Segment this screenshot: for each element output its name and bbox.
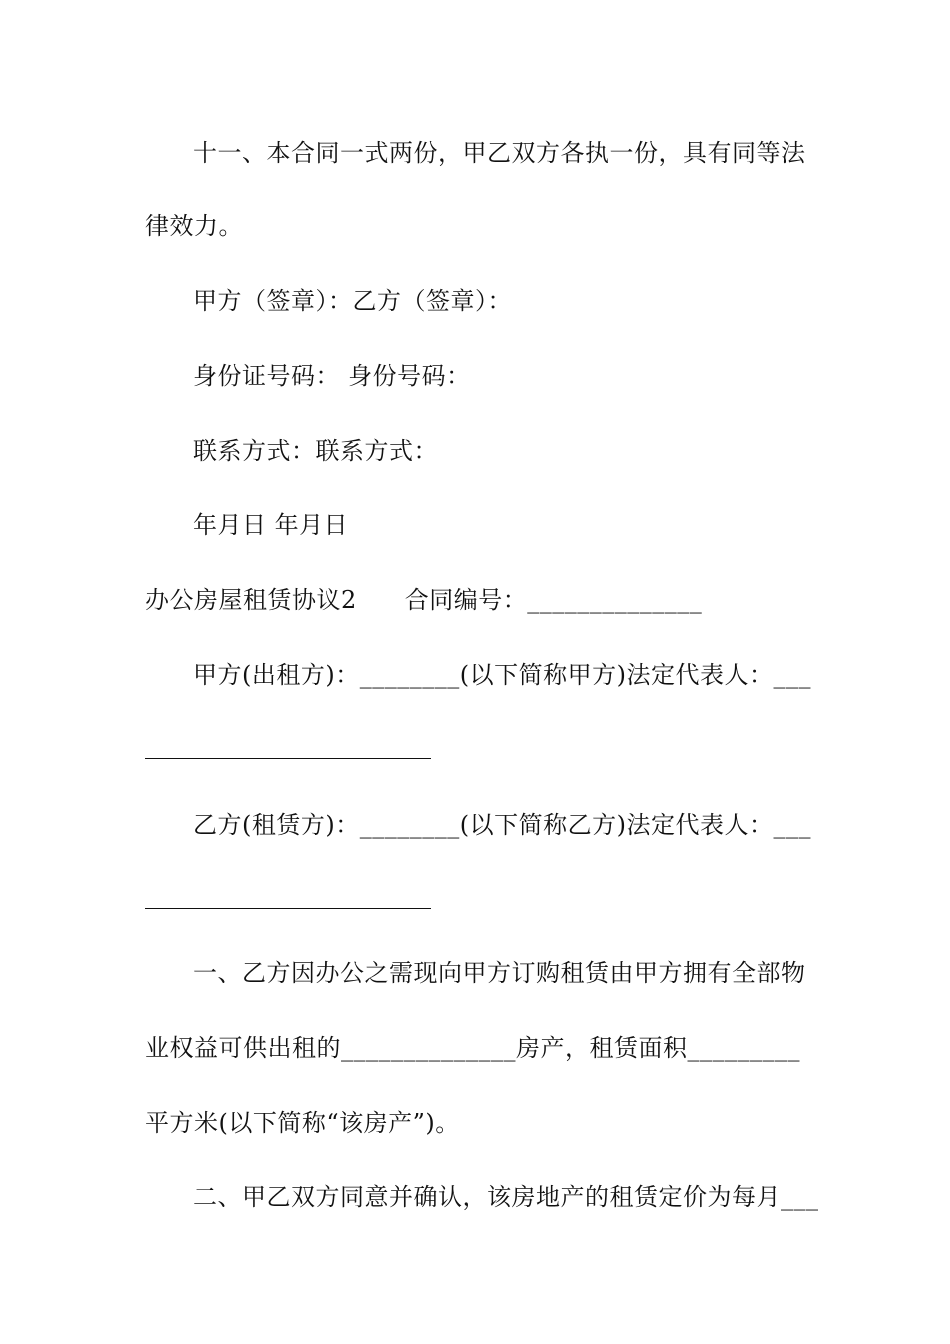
signature-line: 甲方（签章）：乙方（签章）： [193, 287, 512, 315]
contact-line: 联系方式：联系方式： [193, 437, 438, 465]
date-line: 年月日 年月日 [193, 511, 349, 539]
contract-number-label: 合同编号：______________ [404, 586, 703, 614]
paragraph-clause-eleven-continued: 律效力。 [145, 212, 243, 240]
paragraph-clause-eleven: 十一、本合同一式两份，甲乙双方各执一份，具有同等法 [193, 139, 806, 167]
party-b-line: 乙方(租赁方)：________(以下简称乙方)法定代表人：___ [193, 811, 811, 839]
id-number-line: 身份证号码： 身份号码： [193, 362, 471, 390]
party-a-line: 甲方(出租方)：________(以下简称甲方)法定代表人：___ [193, 661, 811, 689]
agreement-heading-row [145, 585, 702, 615]
clause-one-line-2: 业权益可供出租的______________房产，租赁面积_________ [145, 1034, 800, 1062]
clause-one-line-1: 一、乙方因办公之需现向甲方订购租赁由甲方拥有全部物 [193, 959, 806, 987]
party-a-blank-underline [145, 758, 431, 759]
party-b-blank-underline [145, 908, 431, 909]
agreement-title: 办公房屋租赁协议2 [145, 586, 357, 614]
clause-two-line-1: 二、甲乙双方同意并确认，该房地产的租赁定价为每月___ [193, 1183, 819, 1211]
clause-one-line-3: 平方米(以下简称“该房产”)。 [145, 1109, 460, 1137]
